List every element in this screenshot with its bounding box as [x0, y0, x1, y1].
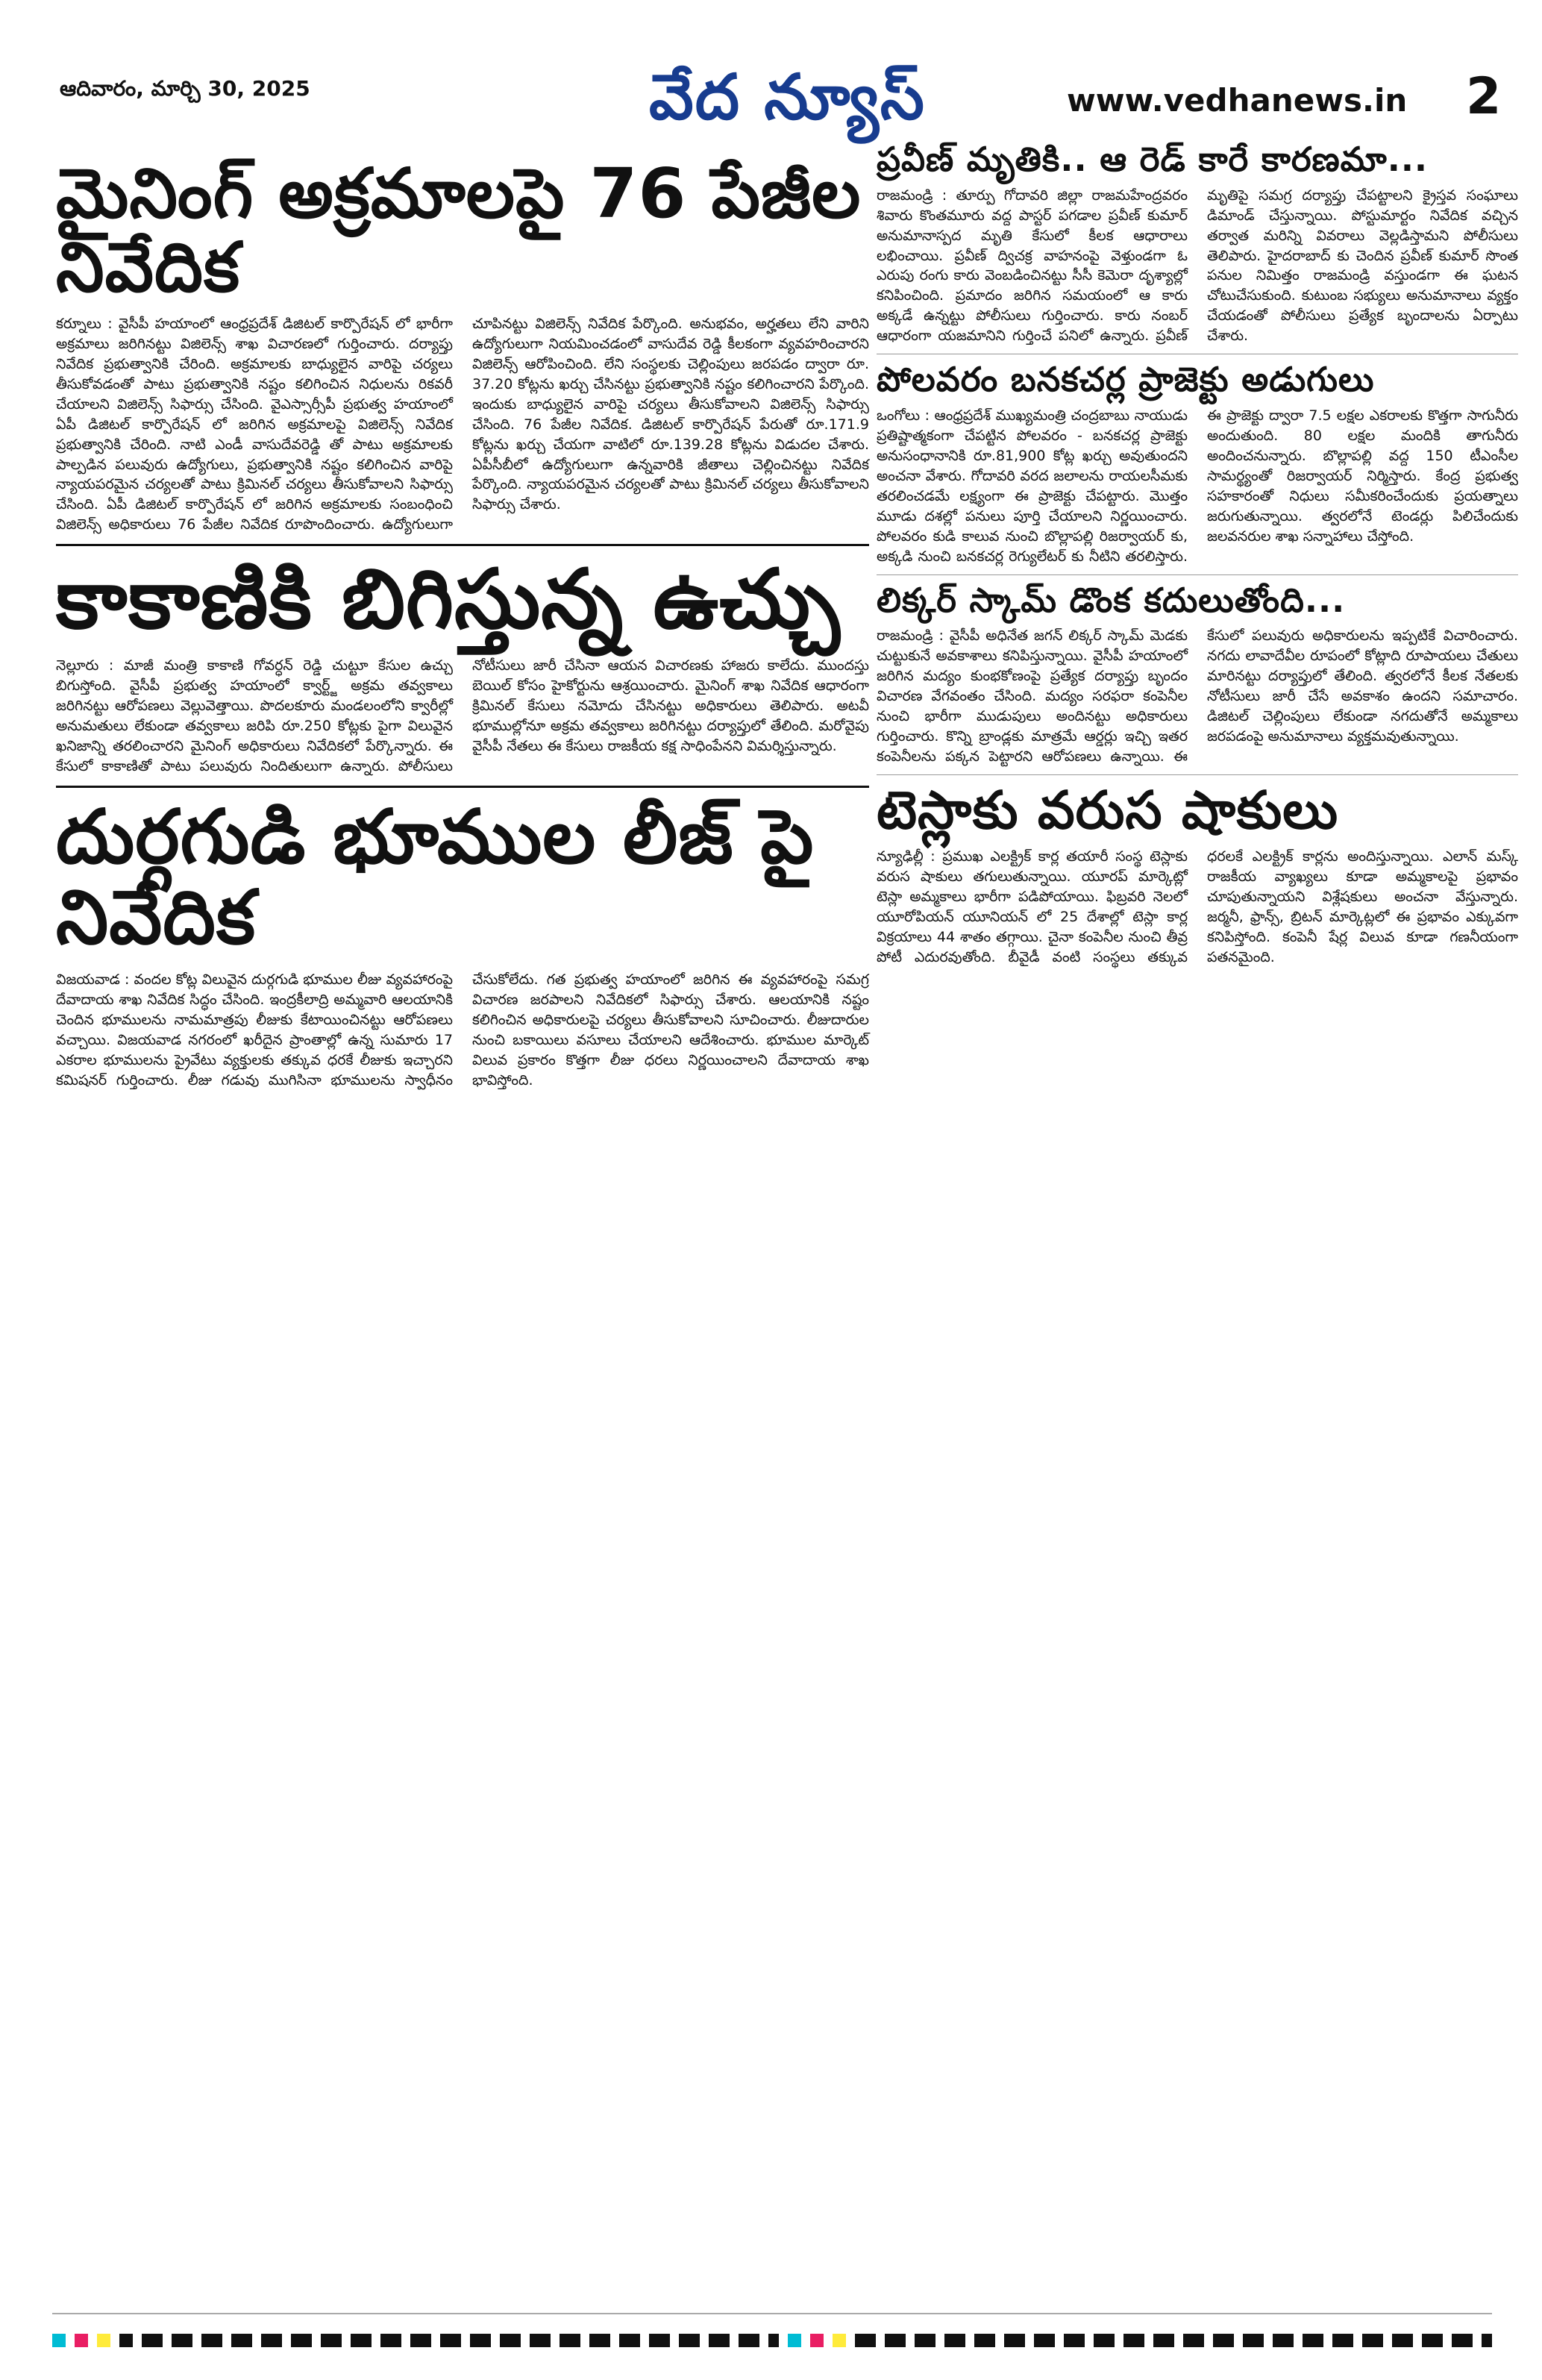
issue-date: ఆదివారం, మార్చి 30, 2025	[60, 76, 310, 101]
yellow-swatch	[97, 2334, 110, 2347]
durgagudi-story: విజయవాడ : వందల కోట్ల విలువైన దుర్గగుడి భూముల లీజు వ్యవహారంపై దేవాదాయ శాఖ నివేదిక సిద్ధం చేసింది. ఇంద్రకీలాద్రి అమ్మవారి ఆలయానికి చెందిన భూములను నామమాత్రపు లీజుకు కేటాయించినట్టు ఆరోపణలు వచ్చాయి. విజయవాడ నగరంలో ఖరీదైన ప్రాంతాల్లో ఉన్న సుమారు 17 ఎకరాల భూములను ప్రైవేటు వ్యక్తులకు తక్కువ ధరకే లీజుకు ఇచ్చారని కమిషనర్ గుర్తించారు. లీజు గడువు ముగిసినా భూములను స్వాధీనం చేసుకోలేదు. గత ప్రభుత్వ హయాంలో జరిగిన ఈ వ్యవహారంపై సమగ్ర విచారణ జరపాలని నివేదికలో సిఫార్సు చేశారు. ఆలయానికి నష్టం కలిగించిన అధికారులపై చర్యలు తీసుకోవాలని సూచించారు. లీజుదారుల నుంచి బకాయిలు వసూలు చేయాలని ఆదేశించారు. భూముల మార్కెట్ విలువ ప్రకారం కొత్తగా లీజు ధరలు నిర్ణయించాలని దేవాదాయ శాఖ భావిస్తోంది.	[56, 971, 869, 1089]
kakani-story: నెల్లూరు : మాజీ మంత్రి కాకాణి గోవర్ధన్ రెడ్డి చుట్టూ కేసుల ఉచ్చు బిగుస్తోంది. వైసీపీ ప్రభుత్వ హయాంలో క్వార్ట్జ్ అక్రమ తవ్వకాలు జరిగినట్టు ఆరోపణలు వెల్లువెత్తాయి. పొదలకూరు మండలంలోని క్వారీల్లో అనుమతులు లేకుండా తవ్వకాలు జరిపి రూ.250 కోట్లకు పైగా విలువైన ఖనిజాన్ని తరలించారని మైనింగ్ అధికారులు నివేదికలో పేర్కొన్నారు. ఈ కేసులో కాకాణితో పాటు పలువురు నిందితులుగా ఉన్నారు. పోలీసులు నోటీసులు జారీ చేసినా ఆయన విచారణకు హాజరు కాలేదు. ముందస్తు బెయిల్ కోసం హైకోర్టును ఆశ్రయించారు. మైనింగ్ శాఖ నివేదిక ఆధారంగా క్రిమినల్ కేసులు నమోదు చేసినట్టు అధికారులు తెలిపారు. అటవీ భూముల్లోనూ అక్రమ తవ్వకాలు జరిగినట్టు దర్యాప్తులో తేలింది. మరోవైపు వైసీపీ నేతలు ఈ కేసులు రాజకీయ కక్ష సాధింపేనని విమర్శిస్తున్నారు.	[56, 657, 869, 775]
mining-story: కర్నూలు : వైసీపీ హయాంలో ఆంధ్రప్రదేశ్ డిజిటల్ కార్పొరేషన్ లో భారీగా అక్రమాలు జరిగినట్టు విజిలెన్స్ శాఖ విచారణలో గుర్తించారు. దర్యాప్తు నివేదిక ప్రభుత్వానికి చేరింది. అక్రమాలకు బాధ్యులైన వారిపై చర్యలు తీసుకోవడంతో పాటు ప్రభుత్వానికి నష్టం కలిగించిన నిధులను రికవరీ చేయాలని విజిలెన్స్ సిఫార్సు చేసింది. వైఎస్సార్సీపీ ప్రభుత్వ హయాంలో ఏపీ డిజిటల్ కార్పొరేషన్ లో జరిగిన అక్రమాలపై విజిలెన్స్ నివేదిక ప్రభుత్వానికి చేరింది. నాటి ఎండీ వాసుదేవరెడ్డి తో పాటు అక్రమాలకు పాల్పడిన పలువురు ఉద్యోగులు, ప్రభుత్వానికి నష్టం కలిగించిన వారిపై న్యాయపరమైన చర్యలతో పాటు క్రిమినల్ చర్యలు తీసుకోవాలని సిఫార్సు చేసింది. ఏపీ డిజిటల్ కార్పొరేషన్ లో జరిగిన అక్రమాలకు సంబంధించి విజిలెన్స్ అధికారులు 76 పేజీల నివేదిక రూపొందించారు. ఉద్యోగులుగా చూపినట్టు విజిలెన్స్ నివేదిక పేర్కొంది. అనుభవం, అర్హతలు లేని వారిని ఉద్యోగులుగా నియమించడంలో వాసుదేవ రెడ్డి కీలకంగా వ్యవహరించారని విజిలెన్స్ ఆరోపించింది. లేని సంస్థలకు చెల్లింపులు జరపడం ద్వారా రూ. 37.20 కోట్లను ఖర్చు చేసినట్టు ప్రభుత్వానికి నష్టం కలిగించారని పేర్కొంది. ఇందుకు బాధ్యులైన వారిపై చర్యలు తీసుకోవాలని విజిలెన్స్ సిఫార్సు చేసింది. 76 పేజీల నివేదిక. డిజిటల్ కార్పొరేషన్ పేరుతో రూ.171.9 కోట్లను ఖర్చు చేయగా వాటిలో రూ.139.28 కోట్లను విడుదల చేశారు. ఏపీసీబీలో ఉద్యోగులుగా ఉన్నవారికి జీతాలు చెల్లించినట్టు నివేదిక పేర్కొంది. న్యాయపరమైన చర్యలతో పాటు క్రిమినల్ చర్యలు తీసుకోవాలని సిఫార్సు చేశారు.	[56, 315, 869, 533]
left-column	[56, 142, 869, 1091]
mining-headline: మైనింగ్ అక్రమాలపై 76 పేజీల నివేదిక	[56, 154, 862, 308]
tesla-headline: టెస్లాకు వరుస షాకులు	[877, 780, 1339, 842]
print-registration-bar	[52, 2334, 1492, 2347]
registration-marks	[855, 2334, 1492, 2347]
yellow-swatch	[833, 2334, 846, 2347]
durgagudi-headline: దుర్గగుడి భూముల లీజ్ పై నివేదిక	[56, 792, 815, 961]
right-column	[877, 142, 1518, 967]
masthead-logo: వేద న్యూస్	[649, 60, 926, 134]
polavaram-headline: పోలవరం బనకచర్ల ప్రాజెక్టు అడుగులు	[877, 360, 1375, 400]
website-link[interactable]: www.vedhanews.in	[1067, 82, 1408, 119]
divider	[56, 544, 869, 546]
magenta-swatch	[75, 2334, 88, 2347]
divider	[56, 786, 869, 788]
bottom-rule	[52, 2313, 1492, 2314]
divider	[877, 574, 1518, 575]
black-swatch	[119, 2334, 133, 2347]
kakani-headline: కాకాణికి బిగిస్తున్న ఉచ్చు	[56, 551, 841, 648]
liquor-story: రాజమండ్రి : వైసీపీ అధినేత జగన్ లిక్కర్ స్కామ్ మెడకు చుట్టుకునే అవకాశాలు కనిపిస్తున్నాయి. వైసీపీ హయాంలో జరిగిన మద్యం కుంభకోణంపై ప్రత్యేక దర్యాప్తు బృందం విచారణ వేగవంతం చేసింది. మద్యం సరఫరా కంపెనీల నుంచి భారీగా ముడుపులు అందినట్టు అధికారులు గుర్తించారు. కొన్ని బ్రాండ్లకు మాత్రమే ఆర్డర్లు ఇచ్చి ఇతర కంపెనీలను పక్కన పెట్టారని ఆరోపణలు ఉన్నాయి. ఈ కేసులో పలువురు అధికారులను ఇప్పటికే విచారించారు. నగదు లావాదేవీల రూపంలో కోట్లాది రూపాయలు చేతులు మారినట్టు దర్యాప్తులో తేలింది. త్వరలోనే కీలక నేతలకు నోటీసులు జారీ చేసే అవకాశం ఉందని సమాచారం. డిజిటల్ చెల్లింపులు లేకుండా నగదుతోనే అమ్మకాలు జరపడంపై అనుమానాలు వ్యక్తమవుతున్నాయి.	[877, 627, 1518, 765]
polavaram-story: ఒంగోలు : ఆంధ్రప్రదేశ్ ముఖ్యమంత్రి చంద్రబాబు నాయుడు ప్రతిష్టాత్మకంగా చేపట్టిన పోలవరం - బనకచర్ల ప్రాజెక్టు అనుసంధానానికి రూ.81,900 కోట్ల ఖర్చు అవుతుందని అంచనా వేశారు. గోదావరి వరద జలాలను రాయలసీమకు తరలించడమే లక్ష్యంగా ఈ ప్రాజెక్టు చేపట్టారు. మొత్తం మూడు దశల్లో పనులు పూర్తి చేయాలని నిర్ణయించారు. పోలవరం కుడి కాలువ నుంచి బొల్లాపల్లి రిజర్వాయర్ కు, అక్కడి నుంచి బనకచర్ల రెగ్యులేటర్ కు నీటిని తరలిస్తారు. ఈ ప్రాజెక్టు ద్వారా 7.5 లక్షల ఎకరాలకు కొత్తగా సాగునీరు అందుతుంది. 80 లక్షల మందికి తాగునీరు అందించనున్నారు. బొల్లాపల్లి వద్ద 150 టీఎంసీల సామర్థ్యంతో రిజర్వాయర్ నిర్మిస్తారు. కేంద్ర ప్రభుత్వ సహకారంతో నిధులు సమీకరించేందుకు ప్రయత్నాలు జరుగుతున్నాయి. త్వరలోనే టెండర్లు పిలిచేందుకు జలవనరుల శాఖ సన్నాహాలు చేస్తోంది.	[877, 407, 1518, 565]
praveen-headline: ప్రవీణ్ మృతికి.. ఆ రెడ్ కారే కారణమా...	[877, 140, 1429, 179]
cyan-swatch	[52, 2334, 66, 2347]
divider	[877, 774, 1518, 775]
cyan-swatch	[788, 2334, 801, 2347]
tesla-story: న్యూఢిల్లీ : ప్రముఖ ఎలక్ట్రిక్ కార్ల తయారీ సంస్థ టెస్లాకు వరుస షాకులు తగులుతున్నాయి. యూరప్ మార్కెట్లో టెస్లా అమ్మకాలు భారీగా పడిపోయాయి. ఫిబ్రవరి నెలలో యూరోపియన్ యూనియన్ లో 25 దేశాల్లో టెస్లా కార్ల విక్రయాలు 44 శాతం తగ్గాయి. చైనా కంపెనీల నుంచి తీవ్ర పోటీ ఎదురవుతోంది. బీవైడీ వంటి సంస్థలు తక్కువ ధరలకే ఎలక్ట్రిక్ కార్లను అందిస్తున్నాయి. ఎలాన్ మస్క్ రాజకీయ వ్యాఖ్యలు కూడా అమ్మకాలపై ప్రభావం చూపుతున్నాయని విశ్లేషకులు అంచనా వేస్తున్నారు. జర్మనీ, ఫ్రాన్స్, బ్రిటన్ మార్కెట్లలో ఈ ప్రభావం ఎక్కువగా కనిపిస్తోంది. కంపెనీ షేర్ల విలువ కూడా గణనీయంగా పతనమైంది.	[877, 848, 1518, 965]
magenta-swatch	[810, 2334, 824, 2347]
praveen-story: రాజమండ్రి : తూర్పు గోదావరి జిల్లా రాజమహేంద్రవరం శివారు కొంతమూరు వద్ద పాస్టర్ పగడాల ప్రవీణ్ కుమార్ అనుమానాస్పద మృతి కేసులో కీలక ఆధారాలు లభించాయి. ప్రవీణ్ ద్విచక్ర వాహనంపై వెళ్తుండగా ఓ ఎరుపు రంగు కారు వెంబడించినట్టు సీసీ కెమెరా దృశ్యాల్లో కనిపించింది. ప్రమాదం జరిగిన సమయంలో ఆ కారు అక్కడే ఉన్నట్టు పోలీసులు గుర్తించారు. కారు నంబర్ ఆధారంగా యజమానిని గుర్తించే పనిలో ఉన్నారు. ప్రవీణ్ మృతిపై సమగ్ర దర్యాప్తు చేపట్టాలని క్రైస్తవ సంఘాలు డిమాండ్ చేస్తున్నాయి. పోస్టుమార్టం నివేదిక వచ్చిన తర్వాత మరిన్ని వివరాలు వెల్లడిస్తామని పోలీసులు తెలిపారు. హైదరాబాద్ కు చెందిన ప్రవీణ్ కుమార్ సొంత పనుల నిమిత్తం రాజమండ్రి వస్తుండగా ఈ ఘటన చోటుచేసుకుంది. కుటుంబ సభ్యులు అనుమానాలు వ్యక్తం చేయడంతో పోలీసులు ప్రత్యేక బృందాలను ఏర్పాటు చేశారు.	[877, 187, 1518, 345]
liquor-headline: లిక్కర్ స్కామ్ డొంక కదులుతోంది...	[877, 580, 1346, 620]
page-number: 2	[1466, 67, 1502, 126]
registration-marks	[142, 2334, 779, 2347]
page-header	[37, 60, 1505, 142]
